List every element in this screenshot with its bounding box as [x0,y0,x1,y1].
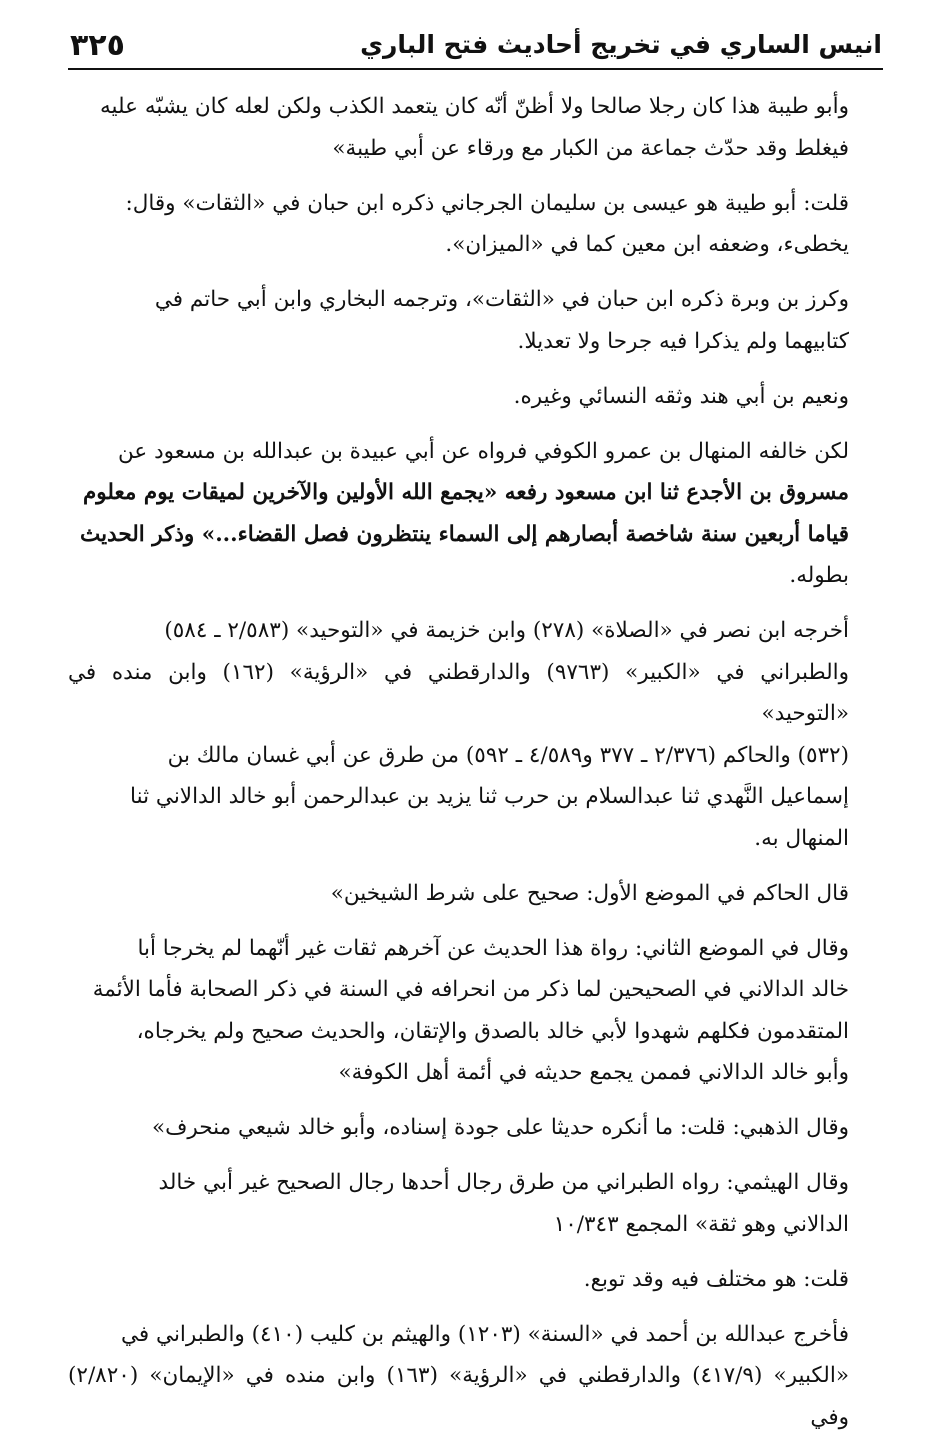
text-line: قال الحاكم في الموضع الأول: صحيح على شرط الشيخين» [330,880,849,906]
page-number: ٣٢٥ [70,28,125,63]
header-rule [68,68,883,70]
text-line-hadith: مسروق بن الأجدع ثنا ابن مسعود رفعه «يجمع الله الأولين والآخرين لميقات يوم معلوم [82,480,849,505]
text-line: وكرز بن وبرة ذكره ابن حبان في «الثقات»، وترجمه البخاري وابن أبي حاتم في [154,287,849,312]
text-line: بطوله. [789,563,849,588]
paragraph [68,376,873,418]
text-line: خالد الدالاني في الصحيحين لما ذكر من انحرافه في السنة في ذكر الصحابة فأما الأئمة [92,977,849,1002]
paragraph [68,1107,873,1149]
body-text [68,86,873,1452]
page-header [60,22,882,68]
text-line: وقال في الموضع الثاني: رواة هذا الحديث عن آخرهم ثقات غير أنّهما لم يخرجا أبا [137,935,849,961]
paragraph [68,1314,873,1439]
text-line: وقال الهيثمي: رواه الطبراني من طرق رجال أحدها رجال الصحيح غير أبي خالد [158,1170,849,1195]
running-title: انيس الساري في تخريج أحاديث فتح الباري [360,30,882,59]
paragraph [68,431,873,597]
text-line: وأبو طيبة هذا كان رجلا صالحا ولا أظنّ أنّه كان يتعمد الكذب ولكن لعله كان يشبّه عليه [100,94,849,119]
text-line: المتقدمون فكلهم شهدوا لأبي خالد بالصدق والإتقان، والحديث صحيح ولم يخرجاه، [136,1018,849,1044]
paragraph [68,1162,873,1245]
text-line: كتابيهما ولم يذكرا فيه جرحا ولا تعديلا. [517,328,849,354]
text-line: ونعيم بن أبي هند وثقه النسائي وغيره. [513,383,849,409]
text-line: لكن خالفه المنهال بن عمرو الكوفي فرواه عن أبي عبيدة بن عبدالله بن مسعود عن [118,438,849,464]
text-line: فيغلط وقد حدّث جماعة من الكبار مع ورقاء عن أبي طيبة» [332,135,849,161]
paragraph [68,928,873,1094]
text-line: فأخرج عبدالله بن أحمد في «السنة» (١٢٠٣) والهيثم بن كليب (٤١٠) والطبراني في [121,1321,849,1347]
text-line: «الكبير» (٤١٧/٩) والدارقطني في «الرؤية» (١٦٣) وابن منده في «الإيمان» (٢/٨٢٠) وفي [68,1363,849,1430]
text-line: (٥٣٢) والحاكم (٢/٣٧٦ ـ ٣٧٧ و٤/٥٨٩ ـ ٥٩٢) من طرق عن أبي غسان مالك بن [167,742,849,768]
text-line: إسماعيل النَّهدي ثنا عبدالسلام بن حرب ثنا يزيد بن عبدالرحمن أبو خالد الدالاني ثنا [130,784,849,809]
paragraph [68,873,873,915]
text-line: قلت: أبو طيبة هو عيسى بن سليمان الجرجاني ذكره ابن حبان في «الثقات» وقال: [125,190,849,216]
paragraph [68,610,873,859]
paragraph [68,1259,873,1301]
text-line: وقال الذهبي: قلت: ما أنكره حديثا على جودة إسناده، وأبو خالد شيعي منحرف» [151,1115,849,1140]
text-line: الدالاني وهو ثقة» المجمع ١٠/٣٤٣ [553,1211,849,1237]
text-line: المنهال به. [754,825,849,851]
text-line: وأبو خالد الدالاني فممن يجمع حديثه في أئمة أهل الكوفة» [338,1060,849,1085]
text-line: أخرجه ابن نصر في «الصلاة» (٢٧٨) وابن خزيمة في «التوحيد» (٢/٥٨٣ ـ ٥٨٤) [164,618,849,643]
text-line: والطبراني في «الكبير» (٩٧٦٣) والدارقطني في «الرؤية» (١٦٢) وابن منده في «التوحيد» [68,659,849,726]
text-line: يخطىء، وضعفه ابن معين كما في «الميزان». [445,232,849,257]
paragraph [68,86,873,169]
paragraph [68,183,873,266]
text-line: قلت: هو مختلف فيه وقد توبع. [583,1266,849,1292]
text-line-hadith: قياما أربعين سنة شاخصة أبصارهم إلى السماء ينتظرون فصل القضاء...» وذكر الحديث [79,521,849,547]
paragraph [68,279,873,362]
